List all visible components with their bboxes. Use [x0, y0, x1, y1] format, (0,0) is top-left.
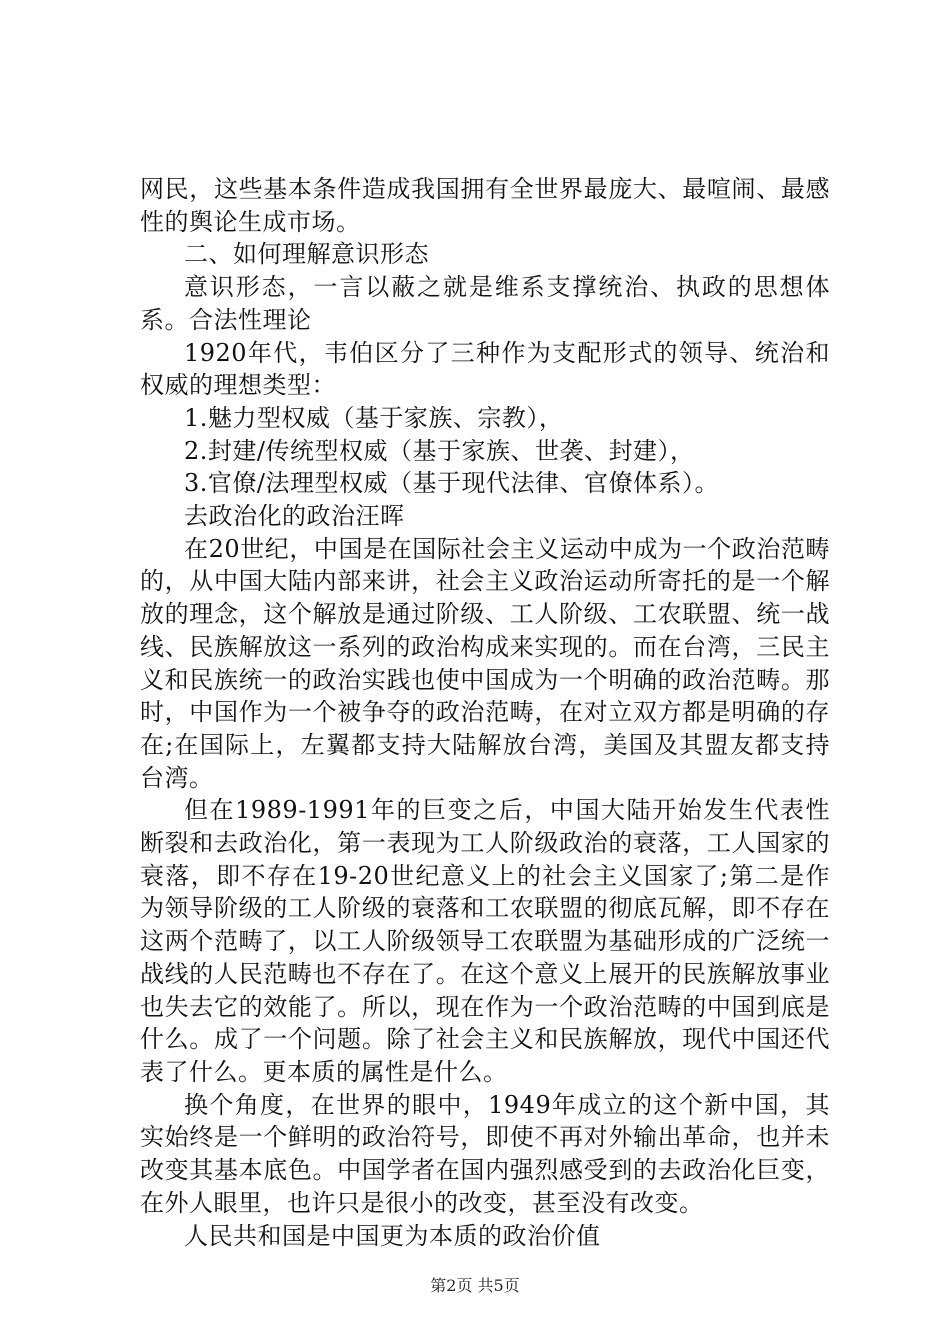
- list-item: 2.封建/传统型权威（基于家族、世袭、封建），: [184, 436, 695, 465]
- paragraph: 换个角度，在世界的眼中，1949年成立的这个新中国，其实始终是一个鲜明的政治符号，即使不再对外输出革命，也并未改变其基本底色。中国学者在国内强烈感受到的去政治化巨变，在外人眼里，也许只是很小的改变，甚至没有改变。: [140, 1090, 830, 1217]
- subsection-heading: 去政治化的政治汪晖: [184, 502, 405, 531]
- section-heading: 二、如何理解意识形态: [184, 240, 429, 269]
- document-body: [140, 173, 830, 1252]
- page-number-footer: 第2页 共5页: [430, 1276, 520, 1295]
- paragraph: 人民共和国是中国更为本质的政治价值: [184, 1221, 601, 1250]
- list-item: 1.魅力型权威（基于家族、宗教），: [184, 403, 564, 432]
- paragraph: 1920年代，韦伯区分了三种作为支配形式的领导、统治和权威的理想类型：: [140, 338, 830, 400]
- paragraph: 意识形态，一言以蔽之就是维系支撑统治、执政的思想体系。合法性理论: [140, 273, 830, 334]
- paragraph-continuation: 网民，这些基本条件造成我国拥有全世界最庞大、最喧闹、最感性的舆论生成市场。: [140, 175, 830, 236]
- list-item: 3.官僚/法理型权威（基于现代法律、官僚体系）。: [184, 469, 719, 498]
- paragraph: 但在1989-1991年的巨变之后，中国大陆开始发生代表性断裂和去政治化，第一表现为工人阶级政治的衰落，工人国家的衰落，即不存在19-20世纪意义上的社会主义国家了;第二是作为领导阶级的工人阶级的衰落和工农联盟的彻底瓦解，即不存在这两个范畴了，以工人阶级领导工农联盟为基础形成的广泛统一战线的人民范畴也不存在了。在这个意义上展开的民族解放事业也失去它的效能了。所以，现在作为一个政治范畴的中国到底是什么。成了一个问题。除了社会主义和民族解放，现代中国还代表了什么。更本质的属性是什么。: [140, 796, 830, 1086]
- paragraph: 在20世纪，中国是在国际社会主义运动中成为一个政治范畴的，从中国大陆内部来讲，社会主义政治运动所寄托的是一个解放的理念，这个解放是通过阶级、工人阶级、工农联盟、统一战线、民族解放这一系列的政治构成来实现的。而在台湾，三民主义和民族统一的政治实践也使中国成为一个明确的政治范畴。那时，中国作为一个被争夺的政治范畴，在对立双方都是明确的存在;在国际上，左翼都支持大陆解放台湾，美国及其盟友都支持台湾。: [140, 534, 830, 792]
